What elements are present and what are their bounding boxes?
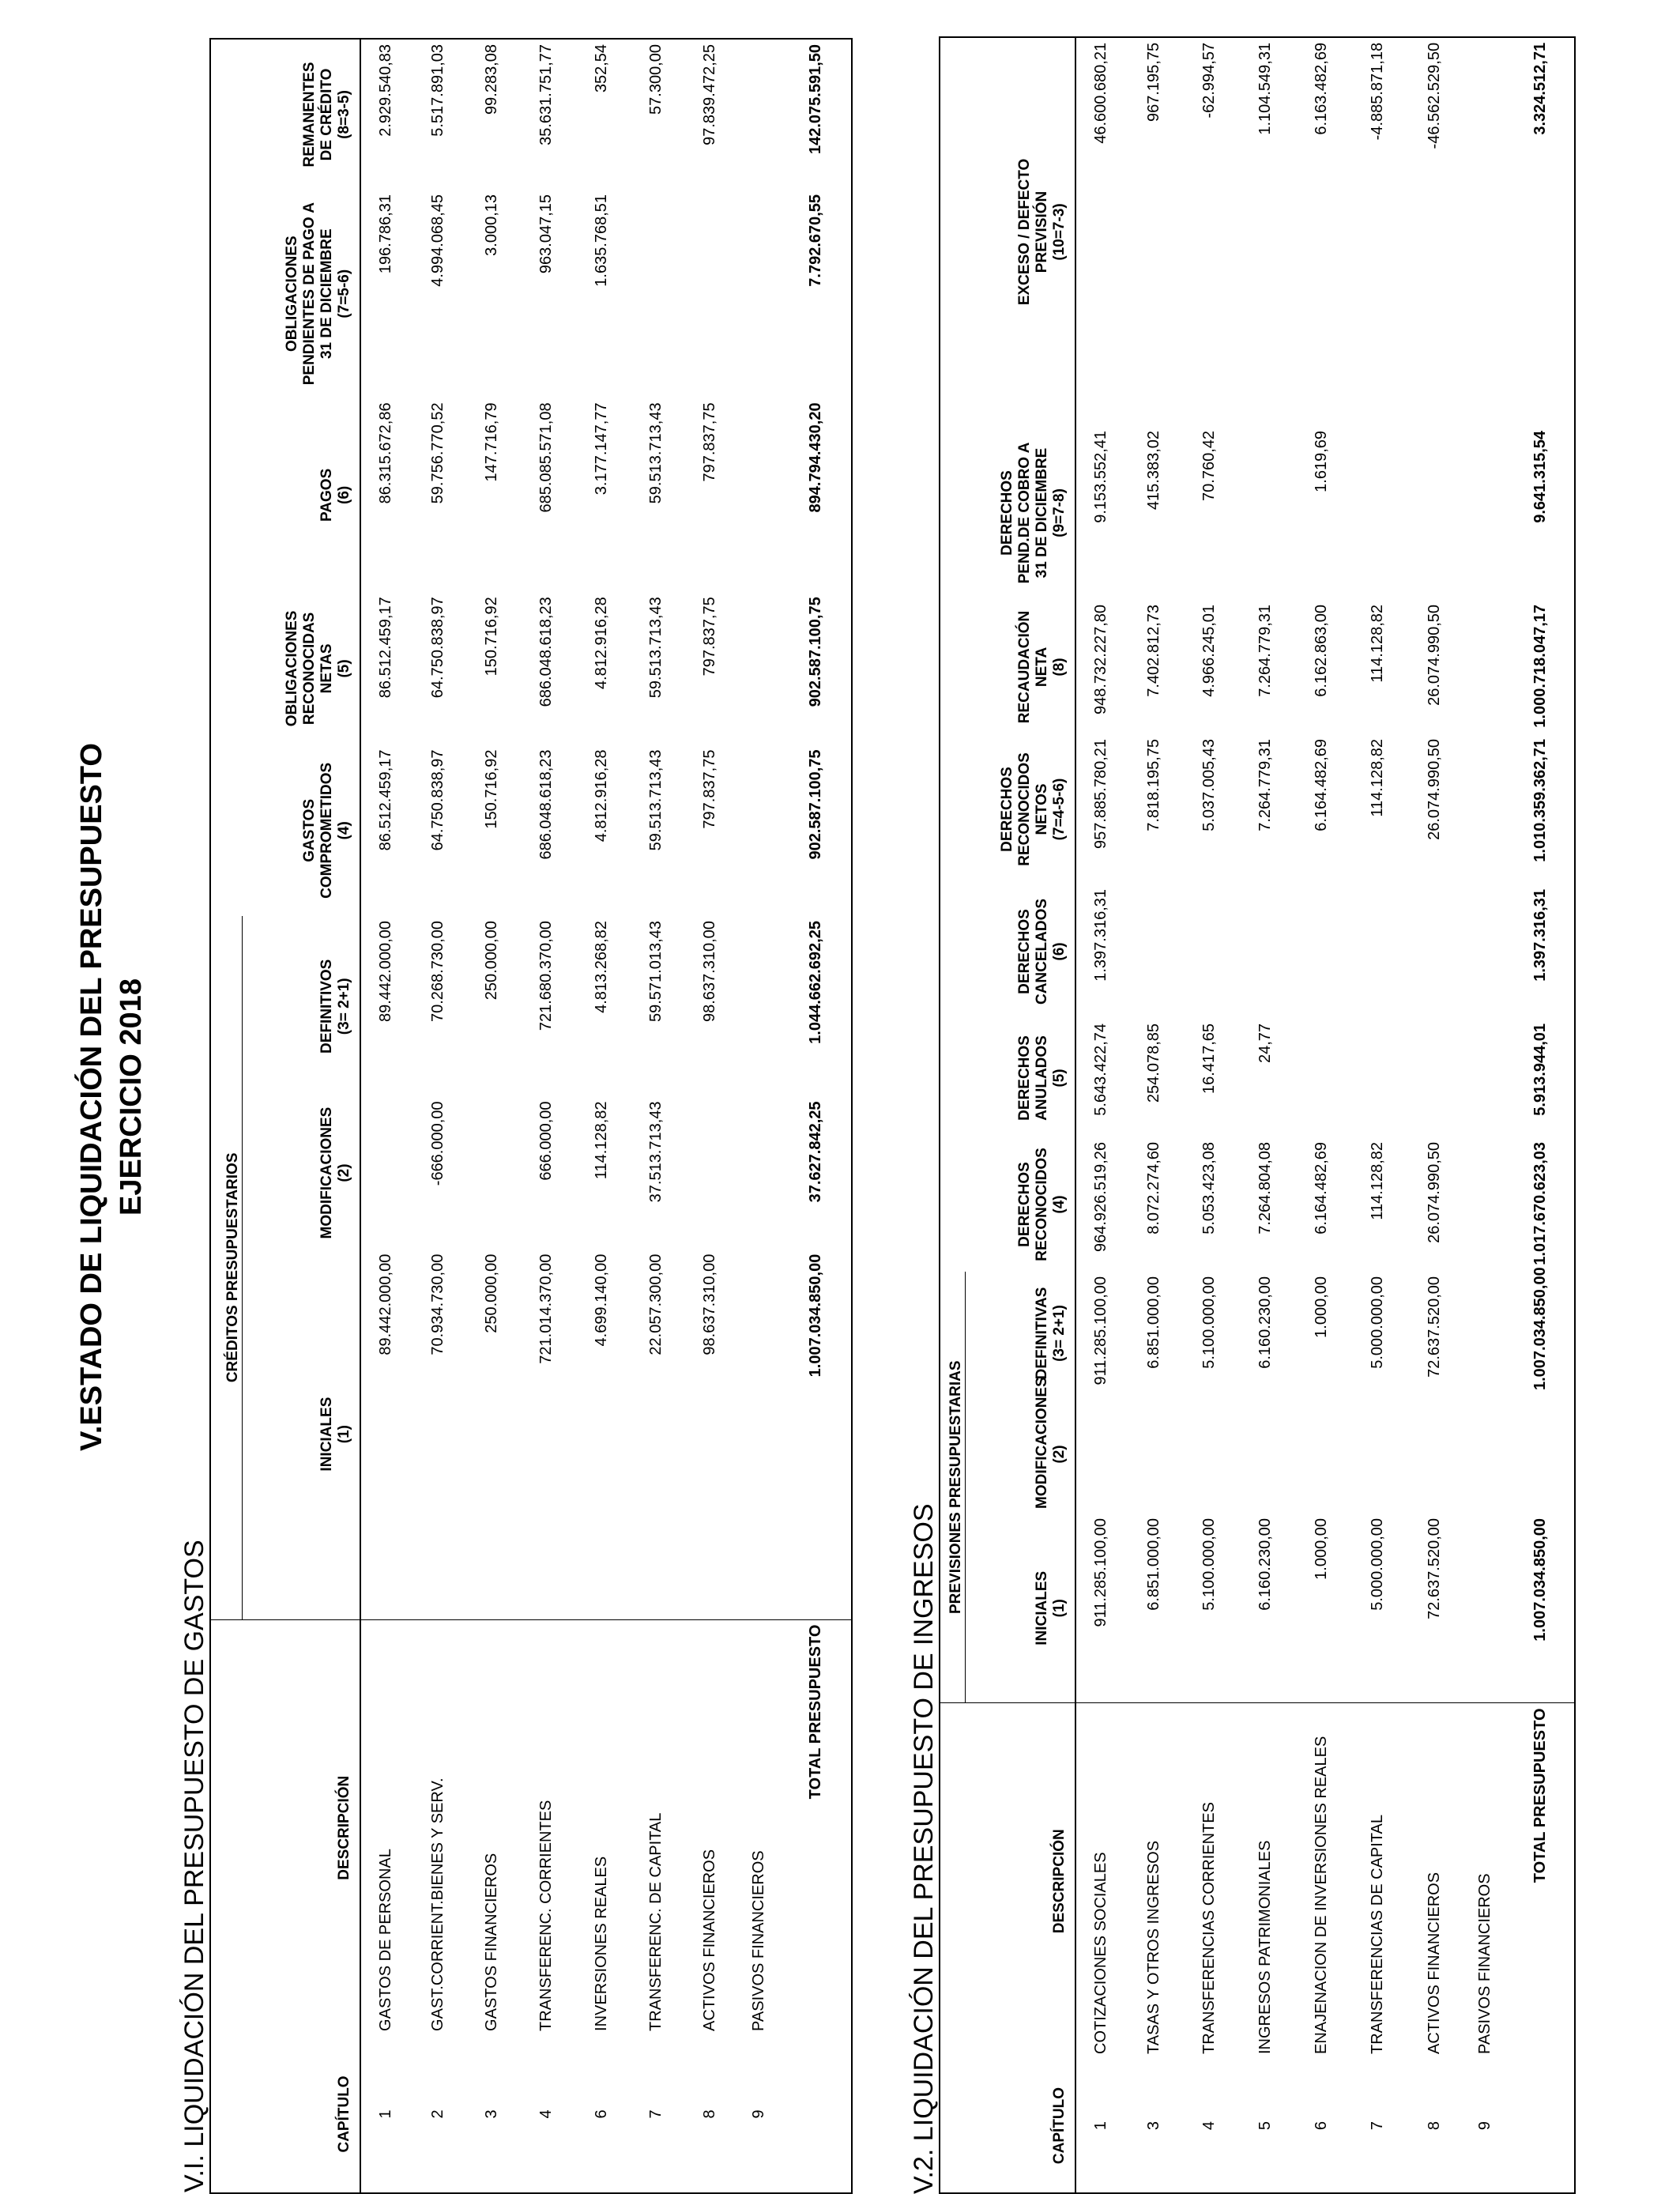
table-row [1075,37,1126,2193]
gastos-cell-capitulo: 4 [537,2109,555,2119]
gastos-cell-obligaciones-reconocidas-netas: 4.812.916,28 [592,597,610,690]
gastos-cell-gastos-comprometidos: 86.512.459,17 [377,749,394,851]
ingresos-cell-derechos-anulados: 5.643.422,74 [1092,1023,1109,1116]
gastos-cell-pagos: 59.756.770,52 [428,402,446,504]
ingresos-total-derechos-reconocidos-netos: 1.010.359.362,71 [1531,738,1549,862]
gastos-total-capitulo [781,2036,852,2193]
ingresos-cell-derechos-reconocidos-netos: 7.264.779,31 [1256,738,1274,831]
ingresos-cell-modificaciones [1406,1395,1463,1514]
ingresos-cell-modificaciones [1075,1395,1126,1514]
ingresos-header-descripcion: DESCRIPCIÓN [965,1703,1075,2059]
gastos-cell-modificaciones [465,1096,518,1249]
table-row [1406,37,1463,2193]
gastos-cell-modificaciones: -666.000,00 [428,1101,446,1186]
gastos-header-capitulo: CAPÍTULO [242,2036,360,2193]
ingresos-cell-recaudacion-neta: 948.732.227,80 [1092,604,1109,715]
ingresos-cell-derechos-reconocidos: 6.164.482,69 [1312,1141,1330,1235]
gastos-header-descripcion: DESCRIPCIÓN [242,1619,360,2036]
ingresos-cell-descripcion: INGRESOS PATRIMONIALES [1237,1703,1294,2059]
table-row [629,39,683,2193]
ingresos-cell-descripcion: COTIZACIONES SOCIALES [1075,1703,1126,2059]
gastos-total-iniciales: 1.007.034.850,00 [807,1253,824,1378]
ingresos-header-definitivas: DEFINITIVAS (3= 2+1) [965,1272,1075,1395]
ingresos-group-header: PREVISIONES PRESUPUESTARIAS [940,1272,965,1703]
ingresos-header-recaudacion-neta: RECAUDACIÓN NETA (8) [965,600,1075,734]
gastos-cell-pagos: 797.837,75 [700,402,718,482]
gastos-cell-descripcion: INVERSIONES REALES [574,1619,629,2036]
ingresos-total-row [1507,37,1575,2193]
gastos-cell-capitulo: 7 [646,2109,665,2119]
ingresos-total-derechos-reconocidos: 1.017.670.623,03 [1531,1141,1549,1265]
gastos-total-remanentes-credito: 142.075.591,50 [807,44,824,155]
ingresos-cell-derechos-anulados [1406,1019,1463,1137]
gastos-cell-gastos-comprometidos: 64.750.838,97 [428,749,446,851]
gastos-cell-iniciales: 98.637.310,00 [700,1253,718,1355]
gastos-header-gastos-comprometidos: GASTOS COMPROMETIDOS (4) [242,745,360,917]
table-row [518,39,574,2193]
ingresos-total-derechos-pendientes-cobro: 9.641.315,54 [1531,430,1549,523]
ingresos-cell-capitulo: 4 [1200,2120,1218,2131]
ingresos-cell-modificaciones [1463,1395,1507,1514]
gastos-total-modificaciones: 37.627.842,25 [807,1101,824,1203]
gastos-cell-descripcion: GAST.CORRIENT.BIENES Y SERV. [411,1619,465,2036]
gastos-cell-gastos-comprometidos: 59.513.713,43 [646,749,665,851]
ingresos-total-modificaciones [1507,1395,1575,1514]
ingresos-cell-derechos-pendientes-cobro: 70.760,42 [1200,430,1218,501]
ingresos-cell-derechos-reconocidos-netos: 7.818.195,75 [1144,738,1162,831]
ingresos-cell-definitivas: 6.851.000,00 [1144,1276,1162,1369]
ingresos-cell-exceso-defecto-prevision: -62.994,57 [1200,42,1218,119]
gastos-cell-definitivos: 4.813.268,82 [592,921,610,1013]
main-title: V.ESTADO DE LIQUIDACIÓN DEL PRESUPUESTO [75,743,108,1451]
ingresos-header-derechos-anulados: DERECHOS ANULADOS (5) [965,1019,1075,1137]
ingresos-cell-derechos-reconocidos-netos: 957.885.780,21 [1092,738,1109,850]
ingresos-cell-derechos-cancelados [1126,884,1181,1019]
gastos-cell-descripcion: TRANSFERENC. DE CAPITAL [629,1619,683,2036]
ingresos-header-derechos-cancelados: DERECHOS CANCELADOS (6) [965,884,1075,1019]
ingresos-cell-derechos-reconocidos-netos: 114.128,82 [1368,738,1386,817]
gastos-cell-iniciales: 22.057.300,00 [646,1253,665,1355]
gastos-cell-obligaciones-reconocidas-netas [736,592,781,745]
ingresos-cell-derechos-reconocidos: 5.053.423,08 [1200,1141,1218,1235]
ingresos-cell-derechos-reconocidos: 114.128,82 [1368,1141,1386,1220]
table-row [1126,37,1181,2193]
gastos-header-obligaciones-pendientes-pago: OBLIGACIONES PENDIENTES DE PAGO A 31 DE DICIEMBRE (7=5-6) [242,190,360,398]
ingresos-cell-exceso-defecto-prevision: 46.600.680,21 [1092,42,1109,144]
gastos-total-descripcion: TOTAL PRESUPUESTO [781,1619,852,2036]
gastos-cell-remanentes-credito: 57.300,00 [646,44,665,115]
ingresos-cell-definitivas [1463,1272,1507,1395]
gastos-cell-obligaciones-pendientes-pago: 4.994.068,45 [428,194,446,287]
ingresos-cell-derechos-pendientes-cobro [1406,426,1463,600]
ingresos-cell-derechos-pendientes-cobro: 415.383,02 [1144,430,1162,511]
ingresos-cell-derechos-cancelados [1463,884,1507,1019]
gastos-cell-obligaciones-pendientes-pago: 1.635.768,51 [592,194,610,287]
ingresos-cell-definitivas: 5.000.000,00 [1368,1276,1386,1369]
gastos-table [209,38,853,2194]
ingresos-cell-derechos-reconocidos [1463,1137,1507,1272]
gastos-cell-remanentes-credito [736,39,781,190]
gastos-cell-capitulo: 1 [377,2109,394,2119]
ingresos-cell-exceso-defecto-prevision: -46.562.529,50 [1425,42,1443,149]
ingresos-cell-definitivas: 6.160.230,00 [1256,1276,1274,1369]
gastos-cell-iniciales: 250.000,00 [482,1253,500,1333]
ingresos-cell-definitivas: 72.637.520,00 [1425,1276,1443,1378]
ingresos-cell-derechos-anulados: 16.417,65 [1200,1023,1218,1094]
ingresos-cell-descripcion: TRANSFERENCIAS DE CAPITAL [1349,1703,1406,2059]
gastos-cell-modificaciones: 37.513.713,43 [646,1101,665,1203]
ingresos-cell-exceso-defecto-prevision: -4.885.871,18 [1368,42,1386,141]
ingresos-cell-recaudacion-neta: 7.402.812,73 [1144,604,1162,697]
ingresos-cell-derechos-cancelados: 1.397.316,31 [1092,888,1109,982]
gastos-total-obligaciones-pendientes-pago: 7.792.670,55 [807,194,824,287]
ingresos-cell-modificaciones [1237,1395,1294,1514]
gastos-total-pagos: 894.794.430,20 [807,402,824,513]
gastos-cell-obligaciones-pendientes-pago: 963.047,15 [537,194,555,274]
ingresos-total-capitulo [1507,2059,1575,2193]
gastos-cell-capitulo: 3 [482,2109,500,2119]
gastos-cell-pagos: 86.315.672,86 [377,402,394,504]
ingresos-cell-derechos-pendientes-cobro [1237,426,1294,600]
ingresos-cell-iniciales: 5.100.000,00 [1200,1518,1218,1611]
gastos-cell-pagos: 147.716,79 [482,402,500,482]
ingresos-cell-exceso-defecto-prevision: 6.163.482,69 [1312,42,1330,135]
gastos-cell-iniciales: 70.934.730,00 [428,1253,446,1355]
ingresos-cell-recaudacion-neta: 7.264.779,31 [1256,604,1274,697]
ingresos-header-iniciales: INICIALES (1) [965,1514,1075,1703]
ingresos-cell-recaudacion-neta: 4.966.245,01 [1200,604,1218,697]
gastos-cell-modificaciones [683,1096,736,1249]
ingresos-cell-derechos-reconocidos-netos: 26.074.990,50 [1425,738,1443,840]
ingresos-header-spacer [940,1703,965,2193]
gastos-header-spacer-right [210,39,242,916]
ingresos-cell-exceso-defecto-prevision: 967.195,75 [1144,42,1162,122]
gastos-cell-gastos-comprometidos [736,745,781,917]
ingresos-total-derechos-cancelados: 1.397.316,31 [1531,888,1549,982]
gastos-cell-obligaciones-reconocidas-netas: 686.048.618,23 [537,597,555,707]
gastos-cell-obligaciones-reconocidas-netas: 64.750.838,97 [428,597,446,699]
gastos-cell-descripcion: GASTOS FINANCIEROS [465,1619,518,2036]
ingresos-cell-recaudacion-neta: 6.162.863,00 [1312,604,1330,697]
ingresos-total-recaudacion-neta: 1.000.718.047,17 [1531,604,1549,728]
gastos-cell-obligaciones-pendientes-pago: 3.000,13 [482,194,500,256]
ingresos-cell-derechos-cancelados [1349,884,1406,1019]
gastos-cell-definitivos: 89.442.000,00 [377,921,394,1023]
ingresos-cell-derechos-cancelados [1181,884,1237,1019]
gastos-cell-remanentes-credito: 97.839.472,25 [700,44,718,145]
gastos-cell-obligaciones-reconocidas-netas: 86.512.459,17 [377,597,394,699]
table-row [683,39,736,2193]
ingresos-cell-capitulo: 5 [1256,2120,1274,2131]
table-row [411,39,465,2193]
gastos-header-obligaciones-reconocidas-netas: OBLIGACIONES RECONOCIDAS NETAS (5) [242,592,360,745]
table-row [1237,37,1294,2193]
ingresos-header-exceso-defecto-prevision: EXCESO / DEFECTO PREVISIÓN (10=7-3) [965,37,1075,426]
gastos-cell-definitivos: 70.268.730,00 [428,921,446,1023]
gastos-cell-remanentes-credito: 2.929.540,83 [377,44,394,137]
gastos-cell-capitulo: 6 [592,2109,610,2119]
ingresos-header-modificaciones: MODIFICACIONES (2) [965,1395,1075,1514]
gastos-cell-pagos: 3.177.147,77 [592,402,610,496]
ingresos-cell-iniciales: 6.160.230,00 [1256,1518,1274,1611]
table-row [1294,37,1349,2193]
ingresos-cell-iniciales: 911.285.100,00 [1092,1518,1109,1627]
ingresos-cell-definitivas: 911.285.100,00 [1092,1276,1109,1385]
ingresos-cell-modificaciones [1349,1395,1406,1514]
ingresos-header-capitulo: CAPÍTULO [965,2059,1075,2193]
gastos-cell-iniciales [736,1250,781,1619]
gastos-cell-obligaciones-pendientes-pago: 196.786,31 [377,194,394,274]
gastos-cell-iniciales: 89.442.000,00 [377,1253,394,1355]
gastos-cell-definitivos: 98.637.310,00 [700,921,718,1023]
ingresos-cell-exceso-defecto-prevision: 1.104.549,31 [1256,42,1274,135]
gastos-cell-gastos-comprometidos: 4.812.916,28 [592,749,610,843]
ingresos-cell-derechos-reconocidos-netos: 5.037.005,43 [1200,738,1218,831]
ingresos-cell-derechos-pendientes-cobro [1463,426,1507,600]
gastos-cell-obligaciones-pendientes-pago [683,190,736,398]
gastos-header-definitivos: DEFINITIVOS (3= 2+1) [242,916,360,1096]
ingresos-cell-recaudacion-neta: 26.074.990,50 [1425,604,1443,706]
gastos-cell-obligaciones-pendientes-pago [629,190,683,398]
gastos-cell-pagos [736,398,781,592]
gastos-total-obligaciones-reconocidas-netas: 902.587.100,75 [807,597,824,707]
ingresos-total-iniciales: 1.007.034.850,00 [1531,1518,1549,1642]
ingresos-cell-derechos-pendientes-cobro: 1.619,69 [1312,430,1330,492]
ingresos-header-derechos-pendientes-cobro: DERECHOS PEND.DE COBRO A 31 DE DICIEMBRE (9=7-8) [965,426,1075,600]
gastos-cell-remanentes-credito: 99.283,08 [482,44,500,115]
gastos-group-header: CRÉDITOS PRESUPUESTARIOS [210,916,242,1619]
ingresos-cell-derechos-anulados: 24,77 [1256,1023,1274,1064]
ingresos-cell-capitulo: 9 [1475,2120,1494,2131]
gastos-section-title: V.I. LIQUIDACIÓN DEL PRESUPUESTO DE GASTOS [179,1540,209,2192]
ingresos-total-derechos-anulados: 5.913.944,01 [1531,1023,1549,1116]
ingresos-cell-exceso-defecto-prevision [1463,37,1507,426]
ingresos-cell-derechos-reconocidos: 964.926.519,26 [1092,1141,1109,1253]
table-row [736,39,781,2193]
ingresos-header-derechos-reconocidos: DERECHOS RECONOCIDOS (4) [965,1137,1075,1272]
ingresos-cell-descripcion: PASIVOS FINANCIEROS [1463,1703,1507,2059]
table-row [574,39,629,2193]
gastos-cell-remanentes-credito: 352,54 [592,44,610,93]
gastos-cell-descripcion: GASTOS DE PERSONAL [360,1619,411,2036]
ingresos-cell-recaudacion-neta [1463,600,1507,734]
gastos-cell-definitivos: 721.680.370,00 [537,921,555,1031]
gastos-header-remanentes-credito: REMANENTES DE CRÉDITO (8=3-5) [242,39,360,190]
gastos-cell-obligaciones-reconocidas-netas: 797.837,75 [700,597,718,677]
gastos-cell-modificaciones [360,1096,411,1249]
gastos-cell-obligaciones-pendientes-pago [736,190,781,398]
ingresos-total-descripcion: TOTAL PRESUPUESTO [1507,1703,1575,2059]
ingresos-cell-derechos-reconocidos-netos [1463,734,1507,884]
gastos-cell-iniciales: 4.699.140,00 [592,1253,610,1347]
ingresos-cell-derechos-pendientes-cobro: 9.153.552,41 [1092,430,1109,523]
ingresos-header-derechos-reconocidos-netos: DERECHOS RECONOCIDOS NETOS (7=4-5-6) [965,734,1075,884]
ingresos-cell-capitulo: 1 [1092,2120,1109,2131]
gastos-total-row [781,39,852,2193]
gastos-header-spacer [210,1619,242,2193]
ingresos-cell-capitulo: 6 [1312,2120,1330,2131]
table-row [360,39,411,2193]
gastos-cell-pagos: 59.513.713,43 [646,402,665,504]
ingresos-table [939,36,1576,2194]
ingresos-total-exceso-defecto-prevision: 3.324.512,71 [1531,42,1549,135]
ingresos-cell-capitulo: 8 [1425,2120,1443,2131]
gastos-cell-modificaciones [736,1096,781,1249]
ingresos-total-definitivas: 1.007.034.850,00 [1531,1267,1549,1390]
ingresos-cell-iniciales: 1.000,00 [1312,1518,1330,1580]
ingresos-cell-iniciales: 72.637.520,00 [1425,1518,1443,1619]
gastos-cell-definitivos: 59.571.013,43 [646,921,665,1023]
gastos-header-pagos: PAGOS (6) [242,398,360,592]
ingresos-cell-descripcion: TASAS Y OTROS INGRESOS [1126,1703,1181,2059]
ingresos-cell-derechos-cancelados [1406,884,1463,1019]
gastos-cell-remanentes-credito: 35.631.751,77 [537,44,555,145]
ingresos-cell-derechos-reconocidos-netos: 6.164.482,69 [1312,738,1330,831]
ingresos-cell-derechos-pendientes-cobro [1349,426,1406,600]
ingresos-header-spacer-right [940,37,965,1272]
ingresos-cell-definitivas: 5.100.000,00 [1200,1276,1218,1369]
table-row [1181,37,1237,2193]
ingresos-cell-modificaciones [1181,1395,1237,1514]
gastos-cell-definitivos: 250.000,00 [482,921,500,1001]
ingresos-section-title: V.2. LIQUIDACIÓN DEL PRESUPUESTO DE INGRESOS [909,1503,939,2194]
ingresos-cell-derechos-anulados [1463,1019,1507,1137]
main-subtitle: EJERCICIO 2018 [115,978,148,1216]
gastos-cell-definitivos [736,916,781,1096]
gastos-cell-descripcion: TRANSFERENC. CORRIENTES [518,1619,574,2036]
gastos-cell-modificaciones: 114.128,82 [592,1101,610,1180]
table-row [1463,37,1507,2193]
ingresos-cell-iniciales: 6.851.000,00 [1144,1518,1162,1611]
table-row [1349,37,1406,2193]
table-row [465,39,518,2193]
ingresos-cell-descripcion: TRANSFERENCIAS CORRIENTES [1181,1703,1237,2059]
ingresos-cell-modificaciones [1294,1395,1349,1514]
ingresos-cell-descripcion: ACTIVOS FINANCIEROS [1406,1703,1463,2059]
gastos-cell-gastos-comprometidos: 797.837,75 [700,749,718,829]
ingresos-cell-derechos-anulados: 254.078,85 [1144,1023,1162,1103]
ingresos-cell-derechos-reconocidos: 7.264.804,08 [1256,1141,1274,1235]
ingresos-cell-definitivas: 1.000,00 [1312,1276,1330,1338]
gastos-cell-obligaciones-reconocidas-netas: 59.513.713,43 [646,597,665,699]
ingresos-cell-capitulo: 7 [1368,2120,1386,2131]
gastos-header-iniciales: INICIALES (1) [242,1250,360,1619]
ingresos-cell-derechos-reconocidos: 26.074.990,50 [1425,1141,1443,1243]
gastos-cell-pagos: 685.085.571,08 [537,402,555,513]
gastos-total-gastos-comprometidos: 902.587.100,75 [807,749,824,860]
ingresos-cell-derechos-anulados [1349,1019,1406,1137]
gastos-cell-gastos-comprometidos: 150.716,92 [482,749,500,829]
gastos-cell-remanentes-credito: 5.517.891,03 [428,44,446,137]
ingresos-cell-descripcion: ENAJENACION DE INVERSIONES REALES [1294,1703,1349,2059]
gastos-cell-descripcion: PASIVOS FINANCIEROS [736,1619,781,2036]
gastos-cell-modificaciones: 666.000,00 [537,1101,555,1181]
gastos-header-modificaciones: MODIFICACIONES (2) [242,1096,360,1249]
ingresos-cell-derechos-anulados [1294,1019,1349,1137]
gastos-total-definitivos: 1.044.662.692,25 [807,921,824,1044]
gastos-cell-capitulo: 8 [700,2109,718,2119]
gastos-cell-capitulo: 9 [749,2109,767,2119]
gastos-cell-iniciales: 721.014.370,00 [537,1253,555,1364]
ingresos-cell-derechos-cancelados [1237,884,1294,1019]
ingresos-cell-capitulo: 3 [1144,2120,1162,2131]
ingresos-cell-recaudacion-neta: 114.128,82 [1368,604,1386,683]
gastos-cell-gastos-comprometidos: 686.048.618,23 [537,749,555,860]
ingresos-cell-derechos-reconocidos: 8.072.274,60 [1144,1141,1162,1235]
gastos-cell-obligaciones-reconocidas-netas: 150.716,92 [482,597,500,677]
ingresos-cell-iniciales: 5.000.000,00 [1368,1518,1386,1611]
gastos-cell-capitulo: 2 [428,2109,446,2119]
ingresos-cell-modificaciones [1126,1395,1181,1514]
gastos-cell-descripcion: ACTIVOS FINANCIEROS [683,1619,736,2036]
ingresos-cell-iniciales [1463,1514,1507,1703]
ingresos-cell-derechos-cancelados [1294,884,1349,1019]
